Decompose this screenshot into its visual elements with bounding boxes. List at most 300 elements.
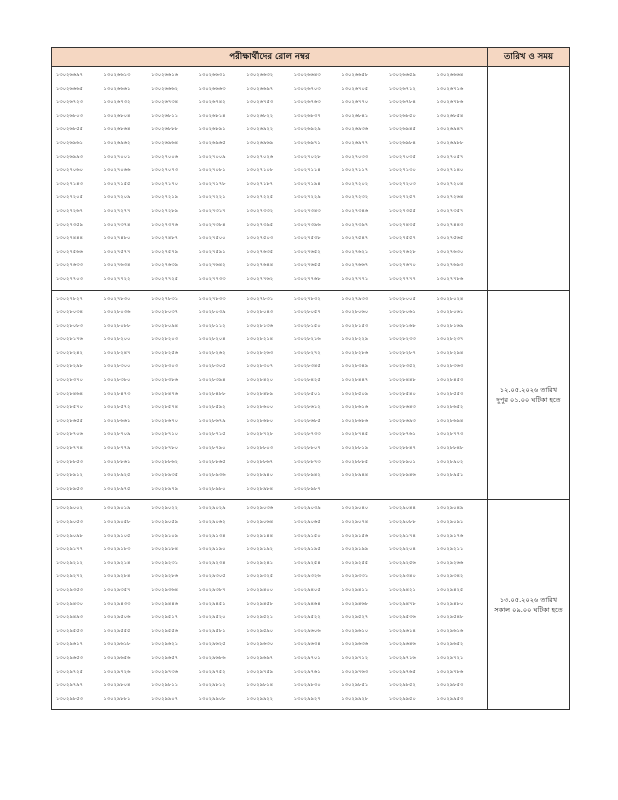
roll-number: ১৩০২৭০২৬	[246, 153, 274, 160]
roll-number: ১৩০২৮০৪৩	[246, 309, 274, 316]
roll-number: ১৩০২৭৩৪৩	[293, 207, 321, 214]
roll-number: ১৩০২৮৮৭৩	[293, 458, 321, 465]
exam-date: ১৩.০৫.২০২৬ তারিখ	[499, 595, 558, 604]
roll-number: ১৩০২৮৪৭৬	[151, 390, 179, 397]
roll-number: ১৩০২৮৩৭০	[56, 377, 83, 384]
roll-number: ১৩০২৯০৩৬	[246, 505, 274, 512]
roll-number: ১৩০২৭১৯৪	[293, 180, 321, 187]
roll-number: ১৩০২৮৯৭৫	[103, 485, 131, 492]
roll-number: ১৩০২৯৭৮৬	[436, 668, 464, 675]
roll-number: ১৩০২৯০৫৮	[103, 519, 131, 525]
roll-number: ১৩০২৬৭৮৪	[388, 99, 416, 106]
roll-number: ১৩০২৭৩৯৭	[341, 221, 369, 228]
roll-number: ১৩০২৭২২১	[198, 194, 226, 201]
roll-number: ১৩০২৮৬৬১	[103, 417, 131, 424]
roll-number: ১৩০২৭২৬৪	[436, 194, 464, 201]
roll-number: ১৩০২৯৯২৭	[293, 695, 321, 702]
roll-number: ১৩০২৯৮৫২	[388, 682, 416, 689]
exam-date: ১২.০৫.২০২৬ তারিখ	[499, 385, 558, 394]
roll-number: ১৩০২৮৭০৬	[56, 431, 83, 438]
roll-number: ১৩০২৮৭৭৩	[436, 431, 464, 438]
roll-number: ১৩০২৬৮০৪	[103, 112, 131, 119]
roll-number: ১৩০২৭৩৮৪	[198, 221, 226, 228]
roll-number: ১৩০২৭৫৫৭	[388, 235, 416, 242]
roll-number: ১৩০২৮৯৫৩	[56, 485, 83, 492]
roll-number: ১৩০২৮৩০৩	[151, 363, 179, 370]
roll-number: ১৩০২৮৯৮০	[198, 485, 226, 492]
roll-number: ১৩০২৯৯৫০	[388, 695, 416, 702]
roll-number: ১৩০২৮৫৫৩	[436, 390, 464, 397]
roll-number: ১৩০২৯১৫০	[293, 532, 321, 539]
roll-number: ১৩০২৭১৫৫	[103, 180, 131, 187]
roll-number: ১৩০২৬৭১৬	[436, 85, 464, 92]
roll-number: ১৩০২৯১৯০	[198, 546, 226, 553]
roll-number: ১৩০২৯৬১৪	[388, 627, 416, 634]
roll-number: ১৩০২৯২৫৬	[388, 559, 416, 566]
roll-number: ১৩০২৯৫২৭	[341, 614, 369, 621]
roll-number: ১৩০২৭২৬৭	[56, 207, 83, 214]
roll-number: ১৩০২৮৩৫২	[388, 363, 416, 370]
roll-number: ১৩০২৭৩৩২	[246, 207, 274, 214]
roll-number: ১৩০২৮২৪৭	[103, 349, 131, 356]
roll-number: ১৩০২৭৫৩৮	[293, 235, 321, 242]
roll-number: ১৩০২৬৭০৩	[293, 85, 321, 92]
roll-number: ১৩০২৯৮১৪	[246, 682, 274, 689]
roll-number: ১৩০২৬৬৩২	[246, 72, 274, 78]
roll-number: ১৩০২৬৬৬৪	[436, 72, 464, 78]
roll-number: ১৩০২৭৬৫৫	[293, 262, 321, 269]
roll-number: ১৩০২৯১৯২	[246, 546, 274, 553]
roll-number: ১৩০২৬৯৬৪	[151, 139, 179, 146]
roll-number: ১৩০২৭৬৬৭	[341, 262, 369, 269]
roll-number: ১৩০২৯৭২১	[436, 654, 464, 661]
roll-number: ১৩০২৯৬৫২	[436, 641, 464, 648]
roll-number: ১৩০২৮৪২৫	[293, 377, 321, 384]
roll-number: ১৩০২৮২৬৩	[246, 349, 274, 356]
roll-number: ১৩০২৬৯৯৩	[56, 153, 83, 160]
roll-number: ১৩০২৮৮৫৩	[56, 458, 83, 465]
roll-number: ১৩০২৭৩১৭	[198, 207, 226, 214]
roll-number: ১৩০২৭১১৭	[341, 167, 369, 174]
roll-number: ১৩০২৭৫৬৬	[56, 248, 83, 255]
roll-number: ১৩০২৬৯২২	[246, 126, 274, 133]
roll-number: ১৩০২৯৭৬১	[293, 668, 321, 675]
roll-number: ১৩০২৮০২৪	[436, 295, 464, 302]
roll-number: ১৩০২৮২১৬	[293, 336, 321, 343]
roll-number: ১৩০২৯৫৮১	[198, 627, 226, 634]
roll-number: ১৩০২৮৫০৯	[341, 390, 369, 397]
roll-number: ১৩০২৯৭১৬	[388, 654, 416, 661]
roll-number: ১৩০২৮৪৬৪	[56, 390, 83, 397]
roll-number: ১৩০২৬৬১৬	[151, 72, 179, 78]
exam-time: দুপুর ০১.০০ ঘটিকা হতে	[496, 395, 561, 404]
roll-number: ১৩০২৭৫৯১	[198, 248, 226, 255]
roll-number: ১৩০২৭২৮৯	[151, 207, 179, 214]
roll-number: ১৩০২৮৮১৯	[341, 445, 369, 452]
datetime-column-header: তারিখ ও সময়	[488, 48, 570, 67]
roll-number: ১৩০২৮৩০৭	[246, 363, 274, 370]
roll-number: ১৩০২৮৪৭৩	[103, 390, 131, 397]
roll-number: ১৩০২৮১৬৯	[436, 322, 464, 329]
roll-number: ১৩০২৯৪২৫	[436, 586, 464, 593]
roll-number: ১৩০২৯৬২৫	[198, 641, 226, 648]
roll-number: ১৩০২৮৬৯৩	[388, 417, 416, 424]
roll-number: ১৩০২৮৪৮৯	[246, 390, 274, 397]
roll-number: ১৩০২৭৮৩৩	[198, 295, 226, 302]
roll-number: ১৩০২৮৩০৫	[198, 363, 226, 370]
roll-number: ১৩০২৯০৫৯	[151, 519, 179, 525]
roll-number: ১৩০২৯০৪০	[341, 505, 369, 512]
roll-number: ১৩০২৭২২৯	[293, 194, 321, 201]
roll-number: ১৩০২৭১৪৩	[56, 180, 83, 187]
roll-number: ১৩০২৮৪২০	[246, 377, 274, 384]
roll-number: ১৩০২৯৬৪৬	[388, 641, 416, 648]
roll-number: ১৩০২৯৯৫৩	[436, 695, 464, 702]
roll-number: ১৩০২৭৭৬২	[246, 275, 274, 282]
roll-number: ১৩০২৯২৫৫	[341, 559, 369, 566]
roll-number: ১৩০২৬৭৪২	[198, 99, 226, 106]
roll-number: ১৩০২৮১৩৬	[246, 322, 274, 329]
roll-number: ১৩০২৮৮৬২	[151, 458, 179, 465]
roll-number: ১৩০২৮৮০৩	[246, 445, 274, 452]
roll-number: ১৩০২৯১৭৪	[388, 532, 416, 539]
roll-number: ১৩০২৯০৯৮	[56, 532, 83, 539]
roll-number: ১৩০২৯৮৫১	[341, 682, 369, 689]
roll-number: ১৩০২৬৯৪৫	[388, 126, 416, 133]
roll-number: ১৩০২৮৪৮৮	[198, 390, 226, 397]
roll-number: ১৩০২৬৯৪৭	[436, 126, 464, 133]
roll-number: ১৩০২৯১৭৬	[436, 532, 464, 539]
roll-number: ১৩০২৬৯৬১	[56, 139, 83, 146]
roll-number: ১৩০২৮০৩৬	[103, 309, 131, 316]
roll-number: ১৩০২৮৫৭৪	[151, 404, 179, 411]
roll-number: ১৩০২৮০৫৭	[293, 309, 321, 316]
roll-number: ১৩০২৭০৬৬	[103, 167, 131, 174]
roll-number: ১৩০২৬৬৬১	[103, 85, 131, 92]
roll-number: ১৩০২৭৭৬৮	[293, 275, 321, 282]
roll-number: ১৩০২৭২০২	[341, 180, 369, 187]
roll-number: ১৩০২৭৭৭১	[341, 275, 369, 282]
roll-number: ১৩০২৮৯৭৯	[151, 485, 179, 492]
roll-number: ১৩০২৯৪৩০	[56, 600, 83, 607]
roll-number: ১৩০২৭৪৩৫	[388, 221, 416, 228]
roll-number: ১৩০২৮২২৯	[341, 336, 369, 343]
roll-number: ১৩০২৭০০৬	[151, 153, 179, 160]
roll-number: ১৩০২৯৭৫৯	[246, 668, 274, 675]
exam-time: সকাল ০৯.০০ ঘটিকা হতে	[494, 605, 563, 614]
roll-number: ১৩০২৯২৪১	[246, 559, 274, 566]
roll-number: ১৩০২৮৬৭০	[151, 417, 179, 424]
roll-number: ১৩০২৮৩৮০	[103, 377, 131, 384]
roll-number: ১৩০২৯৬১৭	[56, 641, 83, 648]
roll-number: ১৩০২৮৯৩৫	[151, 472, 179, 479]
roll-number: ১৩০২৮৩০০	[103, 363, 131, 370]
roll-number: ১৩০২৯৩৪২	[436, 573, 464, 580]
roll-number: ১৩০২৮৭৩৩	[293, 431, 321, 438]
roll-number: ১৩০২৭৭২২	[103, 275, 131, 282]
roll-number: ১৩০২৯৫২০	[198, 614, 226, 621]
roll-number: ১৩০২৮৯৪০	[246, 472, 274, 479]
roll-number: ১৩০২৯০৫৩	[56, 519, 83, 525]
roll-number: ১৩০২৭৩৪৬	[341, 207, 369, 214]
roll-number: ১৩০২৮৫৪০	[388, 390, 416, 397]
roll-number: ১৩০২৯২৮৪	[103, 573, 131, 580]
roll-number: ১৩০২৯২৩৪	[198, 559, 226, 566]
roll-number: ১৩০২৬৮৫৪	[436, 112, 464, 119]
roll-number: ১৩০২৭০৫৭	[436, 153, 464, 160]
roll-grid	[52, 500, 487, 709]
roll-number: ১৩০২৯৭২৫	[56, 668, 83, 675]
roll-number: ১৩০২৯৮৫৩	[436, 682, 464, 689]
roll-number: ১৩০২৮৬৪৩	[388, 404, 416, 411]
roll-number: ১৩০২৮২০৪	[198, 336, 226, 343]
roll-number: ১৩০২৯৫৫৩	[56, 627, 83, 634]
roll-number: ১৩০২৯৫২১	[246, 614, 274, 621]
roll-number: ১৩০২৯৮১১	[151, 682, 179, 689]
roll-number: ১৩০২৭৪৮০	[103, 235, 131, 242]
roll-number: ১৩০২৮৮৬১	[103, 458, 131, 465]
roll-number: ১৩০২৭৭৩৩	[198, 275, 226, 282]
roll-number: ১৩০২৮৬৫৫	[56, 417, 83, 424]
roll-number: ১৩০২৭০২৮	[293, 153, 321, 160]
roll-number: ১৩০২৮৯১২	[56, 472, 83, 479]
roll-number: ১৩০২৮২৯৪	[436, 349, 464, 356]
roll-number: ১৩০২৮৭৮০	[151, 445, 179, 452]
roll-number: ১৩০২৮২৮৭	[388, 349, 416, 356]
roll-number: ১৩০২৭৩৯৫	[246, 221, 274, 228]
roll-number: ১৩০২৯৮০৪	[103, 682, 131, 689]
roll-number: ১৩০২৮০৬০	[341, 309, 369, 316]
roll-number: ১৩০২৮২৩৩	[388, 336, 416, 343]
roll-number: ১৩০২৭৩৯৬	[293, 221, 321, 228]
roll-number: ১৩০২৮৬৮৬	[341, 417, 369, 424]
roll-number: ১৩০২৮২০৩	[151, 336, 179, 343]
datetime-cell	[488, 500, 570, 710]
roll-number: ১৩০২৭৪৪৩	[436, 221, 464, 228]
roll-number: ১৩০২৯১৮৩	[103, 546, 131, 553]
roll-number: ১৩০২৭৭৭৭	[388, 275, 416, 282]
roll-number: ১৩০২৯৪৬৮	[341, 600, 369, 607]
roll-number: ১৩০২৮৯২৫	[103, 472, 131, 479]
roll-number: ১৩০২৭৬২৮	[388, 248, 416, 255]
roll-number: ১৩০২৭২০৯	[103, 194, 131, 201]
roll-number: ১৩০২৬৭১২	[388, 85, 416, 92]
roll-number: ১৩০২৮৫৭০	[56, 404, 83, 411]
roll-number: ১৩০২৭২২৫	[246, 194, 274, 201]
roll-number: ১৩০২৭৫৭৭	[103, 248, 131, 255]
roll-number: ১৩০২৯৩৫৩	[56, 586, 83, 593]
roll-number: ১৩০২৯০০২	[56, 505, 83, 512]
roll-number: ১৩০২৬৭৫৩	[246, 99, 274, 106]
roll-number: ১৩০২৯৮৮১	[103, 695, 131, 702]
roll-number: ১৩০২৮৫০১	[293, 390, 321, 397]
roll-number: ১৩০২৮১৬৮	[388, 322, 416, 329]
roll-number: ১৩০২৯৫৪৮	[436, 614, 464, 621]
roll-number: ১৩০২৭৬৩০	[436, 248, 464, 255]
roll-number: ১৩০২৭১৭০	[151, 180, 179, 187]
roll-number: ১৩০২৯৬৩০	[246, 641, 274, 648]
roll-number: ১৩০২৬৮২২	[246, 112, 274, 119]
roll-number: ১৩০২৬৬৫৯	[388, 72, 416, 78]
roll-number: ১৩০২৮২৯৮	[56, 363, 83, 370]
roll-number: ১৩০২৯৫১৭	[151, 614, 179, 621]
roll-number: ১৩০২৭৬৩৫	[246, 248, 274, 255]
roll-number: ১৩০২৯২৫৪	[293, 559, 321, 566]
roll-number: ১৩০২৭০০৯	[198, 153, 226, 160]
roll-number: ১৩০২৯৯০৭	[151, 695, 179, 702]
roll-number: ১৩০২৭২৩২	[341, 194, 369, 201]
roll-number: ১৩০২৬৯৬৫	[198, 139, 226, 146]
roll-number: ১৩০২৭৬২১	[341, 248, 369, 255]
roll-schedule-table	[51, 47, 570, 710]
roll-number: ১৩০২৮৭০৯	[103, 431, 131, 438]
roll-number: ১৩০২৬৬৬২	[151, 85, 179, 92]
roll-number: ১৩০২৯১৫৬	[341, 532, 369, 539]
roll-number: ১৩০২৯৯০৮	[198, 695, 226, 702]
roll-number: ১৩০২৬৬৪৩	[293, 72, 321, 78]
roll-number: ১৩০২৮৫৯২	[198, 404, 226, 411]
roll-number: ১৩০২৭১৩০	[388, 167, 416, 174]
roll-number: ১৩০২৯০৭৪	[341, 519, 369, 525]
roll-number: ১৩০২৬৮৬৪	[103, 126, 131, 133]
roll-number: ১৩০২৯৩৪০	[388, 573, 416, 580]
roll-number: ১৩০২৮৬৫২	[436, 404, 464, 411]
roll-number: ১৩০২৯৫৯০	[246, 627, 274, 634]
roll-number: ১৩০২৯০২২	[151, 505, 179, 512]
roll-number: ১৩০২৯৮৫৩	[56, 695, 83, 702]
roll-number: ১৩০২৬৭৮৬	[436, 99, 464, 106]
roll-number: ১৩০২৮৭৭৯	[103, 445, 131, 452]
roll-number: ১৩০২৯৬৯৭	[246, 654, 274, 661]
roll-number: ১৩০২৯১৯৫	[293, 546, 321, 553]
roll-number: ১৩০২৬৯৮৪	[388, 139, 416, 146]
roll-number: ১৩০২৮৬৭৯	[198, 417, 226, 424]
roll-number: ১৩০২৭৬৩৪	[103, 262, 131, 269]
roll-number: ১৩০২৮১৭৬	[56, 336, 83, 343]
roll-number: ১৩০২৮০০৫	[388, 295, 416, 302]
roll-number: ১৩০২৬৬৬৫	[56, 85, 83, 92]
roll-number: ১৩০২৮৭১৫	[198, 431, 226, 438]
roll-number: ১৩০২৮১৫০	[293, 322, 321, 329]
roll-number: ১৩০২৯৬১৮	[103, 641, 131, 648]
roll-number: ১৩০২৯০৬৪	[246, 519, 274, 525]
roll-number: ১৩০২৯৭৯৭	[56, 682, 83, 689]
roll-number: ১৩০২৬৯৭৭	[341, 139, 369, 146]
roll-number: ১৩০২৯০৬৫	[293, 519, 321, 525]
roll-number: ১৩০২৮৭১০	[151, 431, 179, 438]
roll-number: ১৩০২৯৭৩৬	[151, 668, 179, 675]
roll-number: ১৩০২৮২০০	[103, 336, 131, 343]
roll-number: ১৩০২৯০১৯	[103, 505, 131, 512]
roll-number: ১৩০২৬৯৩৬	[341, 126, 369, 133]
roll-number: ১৩০২৮০৬১	[388, 309, 416, 316]
roll-number: ১৩০২৯৬৫৭	[151, 654, 179, 661]
roll-number: ১৩০২৮৯৩৬	[198, 472, 226, 479]
roll-number: ১৩০২৯৬১৬	[436, 627, 464, 634]
roll-number: ১৩০২৭৮৩১	[151, 295, 179, 302]
roll-number: ১৩০২৬৮০৩	[56, 112, 83, 119]
roll-number: ১৩০২৮৩৮৬	[151, 377, 179, 384]
roll-number: ১৩০২৬৮৩৭	[293, 112, 321, 119]
roll-number: ১৩০২৯৫৫৫	[103, 627, 131, 634]
roll-number: ১৩০২৮৬১৬	[341, 404, 369, 411]
roll-number: ১৩০২৯৬০৬	[293, 627, 321, 634]
roll-number: ১৩০২৯৪০০	[246, 586, 274, 593]
roll-number: ১৩০২৮৭২৮	[246, 431, 274, 438]
roll-number: ১৩০২৭২১৯	[151, 194, 179, 201]
roll-number: ১৩০২৬৮৫০	[388, 112, 416, 119]
roll-number: ১৩০২৮৯৪৬	[388, 472, 416, 479]
roll-number: ১৩০২৯০৩৯	[293, 505, 321, 512]
section-row	[52, 500, 570, 710]
roll-number: ১৩০২৮০৩৪	[56, 309, 83, 316]
roll-number: ১৩০২৭৬৩৩	[56, 262, 83, 269]
roll-number: ১৩০২৯২১৪	[103, 559, 131, 566]
roll-number: ১৩০২৮৮৬৭	[246, 458, 274, 465]
roll-number: ১৩০২৮৬৯৪	[436, 417, 464, 424]
roll-number: ১৩০২৭৬৪৪	[246, 262, 274, 269]
roll-number: ১৩০২৮৬৮৫	[293, 417, 321, 424]
roll-number: ১৩০২৭২৭৭	[103, 207, 131, 214]
roll-number: ১৩০২৭০৬০	[56, 167, 83, 174]
roll-number: ১৩০২৮৩৪৯	[341, 363, 369, 370]
roll-number: ১৩০২৭৪৪৪	[56, 235, 83, 242]
roll-number: ১৩০২৯৩০৫	[198, 573, 226, 580]
roll-number: ১৩০২৮২৫৬	[151, 349, 179, 356]
roll-number: ১৩০২৬৮১১	[151, 112, 179, 119]
roll-number: ১৩০২৮০৩৭	[151, 309, 179, 316]
roll-number: ১৩০২৯১৯৯	[341, 546, 369, 553]
roll-number: ১৩০২৭৭০৩	[56, 275, 83, 282]
roll-number: ১৩০২৯২০৪	[388, 546, 416, 553]
roll-number: ১৩০২৭৬৪২	[198, 262, 226, 269]
roll-number: ১৩০২৯৬৩৬	[341, 641, 369, 648]
roll-number: ১৩০২৯৮১২	[198, 682, 226, 689]
roll-number: ১৩০২৯০৬২	[198, 519, 226, 525]
roll-number: ১৩০২৬৮৪১	[341, 112, 369, 119]
table-header-row	[52, 48, 570, 67]
roll-number: ১৩০২৮২১৪	[246, 336, 274, 343]
roll-number: ১৩০২৭৮৩০	[103, 295, 131, 302]
roll-number: ১৩০২৮৫৭২	[103, 404, 131, 411]
roll-number: ১৩০২৯১০৫	[103, 532, 131, 539]
roll-number: ১৩০২৮৯৪৪	[341, 472, 369, 479]
roll-number: ১৩০২৬৭২৩	[56, 99, 83, 106]
roll-number: ১৩০২৬৯৬৯	[246, 139, 274, 146]
roll-number: ১৩০২৭৩৭৬	[151, 221, 179, 228]
roll-number: ১৩০২৯৪৭৮	[388, 600, 416, 607]
roll-number: ১৩০২৮৭৭৪	[56, 445, 83, 452]
datetime-cell	[488, 67, 570, 291]
datetime-cell	[488, 290, 570, 500]
roll-number: ১৩০২৬৬৯৭	[56, 72, 83, 78]
roll-number: ১৩০২৯০২৯	[198, 505, 226, 512]
roll-number: ১৩০২৮১১২	[198, 322, 226, 329]
roll-number: ১৩০২৮২৭২	[293, 349, 321, 356]
roll-number: ১৩০২৯১৪৪	[246, 532, 274, 539]
roll-number: ১৩০২৯৬৩৪	[293, 641, 321, 648]
roll-number: ১৩০২৭৬৩৯	[151, 262, 179, 269]
roll-number: ১৩০২৯৬৫৬	[103, 654, 131, 661]
roll-number: ১৩০২৯৪৯৩	[56, 614, 83, 621]
roll-number: ১৩০২৮০৯৪	[151, 322, 179, 329]
roll-number: ১৩০২৯৪৪৬	[151, 600, 179, 607]
roll-number: ১৩০২৬৯৭১	[293, 139, 321, 146]
roll-number: ১৩০২৮৭৬১	[388, 431, 416, 438]
roll-number: ১৩০২৬৮৮৮	[151, 126, 179, 133]
roll-number: ১৩০২৭০৩৩	[341, 153, 369, 160]
roll-number: ১৩০২৯৭২৬	[103, 668, 131, 675]
